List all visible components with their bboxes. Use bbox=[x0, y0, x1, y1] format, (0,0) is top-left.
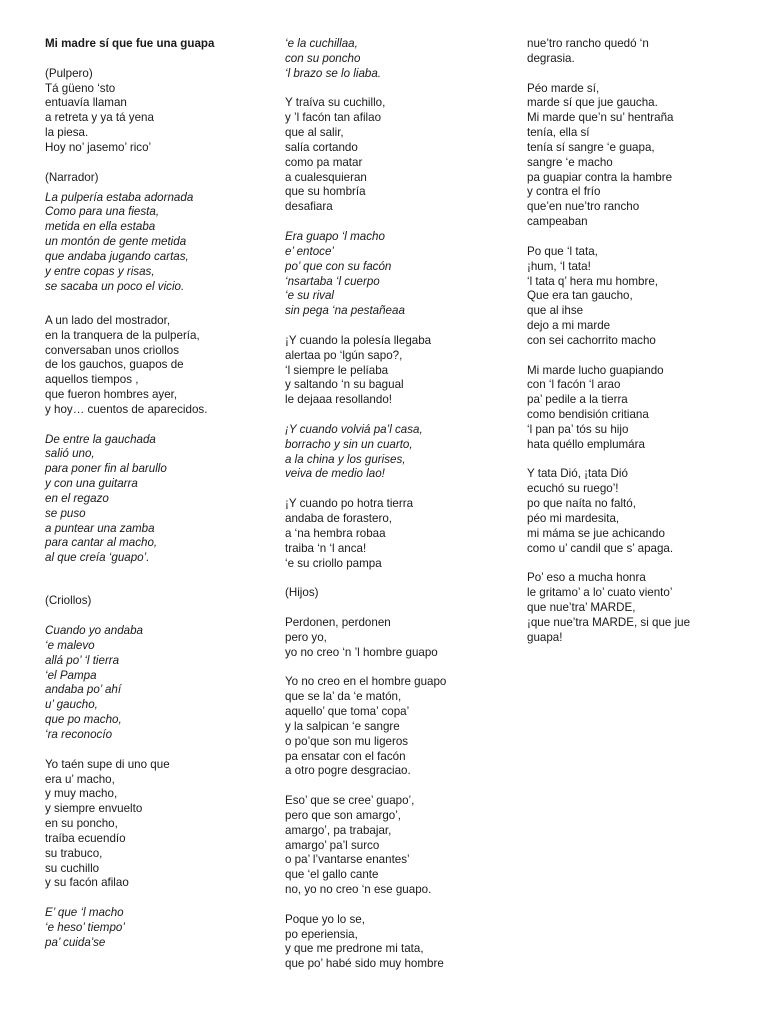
verse-line: a ‘na hembra robaa bbox=[285, 526, 386, 540]
verse-line: o pa’ l’vantarse enantes’ bbox=[285, 853, 410, 867]
verse-line: ‘nsartaba ‘l cuerpo bbox=[285, 274, 380, 288]
verse-line: pa’ cuida’se bbox=[45, 935, 106, 949]
verse-line: que po macho, bbox=[45, 713, 122, 727]
verse-line: pa guapiar contra la hambre bbox=[527, 170, 673, 184]
verse-line: en el regazo bbox=[45, 491, 109, 505]
verse-line: Po que ‘l tata, bbox=[527, 244, 598, 258]
verse-line: que su hombría bbox=[285, 185, 366, 199]
verse-line: que nue’tra’ MARDE, bbox=[527, 601, 636, 615]
verse-line: u’ gaucho, bbox=[45, 698, 98, 712]
verse-line: entuavía llaman bbox=[45, 96, 127, 110]
verse-line: pero que son amargo’, bbox=[285, 808, 402, 822]
verse-line: pa ensatar con el facón bbox=[285, 749, 406, 763]
verse-line: pero yo, bbox=[285, 630, 327, 644]
verse-line: ‘l siempre le pelíaba bbox=[285, 363, 389, 377]
verse-line: y entre copas y risas, bbox=[45, 264, 155, 278]
verse-line: ‘l tata q’ hera mu hombre, bbox=[527, 274, 659, 288]
verse-line: La pulpería estaba adornada bbox=[45, 190, 194, 204]
verse-line: amargo’ pa’l surco bbox=[285, 838, 380, 852]
verse-line: Mi marde lucho guapiando bbox=[527, 363, 664, 377]
stanza bbox=[527, 467, 757, 556]
column-1-body bbox=[45, 67, 273, 951]
verse-line: allá po’ ‘l tierra bbox=[45, 653, 120, 667]
verse-line: Péo marde sí, bbox=[527, 81, 600, 95]
verse-line: ¡Y cuando la polesía llegaba bbox=[285, 333, 432, 347]
verse-line: Cuando yo andaba bbox=[45, 624, 143, 638]
verse-line: ‘e su rival bbox=[285, 289, 334, 303]
verse-line: traiba ‘n ‘l anca! bbox=[285, 541, 367, 555]
column-1 bbox=[45, 37, 273, 951]
verse-line: Tá güeno ‘sto bbox=[45, 81, 116, 95]
verse-line: como pa matar bbox=[285, 155, 363, 169]
verse-line: para cantar al macho, bbox=[45, 536, 158, 550]
stanza bbox=[285, 96, 510, 215]
verse-line: ecuchó su ruego’! bbox=[527, 482, 619, 496]
verse-line: Eso’ que se cree’ guapo’, bbox=[285, 794, 415, 808]
verse-line: en la tranquera de la pulpería, bbox=[45, 328, 200, 342]
verse-line: borracho y sin un cuarto, bbox=[285, 437, 413, 451]
stanza bbox=[285, 497, 510, 571]
verse-line: ‘el Pampa bbox=[45, 668, 97, 682]
verse-line: Perdonen, perdonen bbox=[285, 615, 391, 629]
verse-line: que al salir, bbox=[285, 126, 344, 140]
verse-line: (Narrador) bbox=[45, 170, 99, 184]
verse-line: Hoy no’ jasemo’ rico’ bbox=[45, 140, 152, 154]
verse-line: alertaa po ‘lgún sapo?, bbox=[285, 348, 403, 362]
verse-line: que se la’ da ‘e matón, bbox=[285, 690, 402, 704]
verse-line: y hoy… cuentos de aparecidos. bbox=[45, 402, 208, 416]
verse-line: tenía, ella sí bbox=[527, 126, 590, 140]
verse-line: mi máma se jue achicando bbox=[527, 526, 665, 540]
verse-line: ¡que nue’tra MARDE, si que jue bbox=[527, 615, 691, 629]
verse-line: sin pega ‘na pestañeaa bbox=[285, 304, 405, 318]
stanza bbox=[527, 245, 757, 349]
stanza bbox=[285, 913, 510, 972]
verse-line: andaba po’ ahí bbox=[45, 683, 122, 697]
verse-line: y la salpican ‘e sangre bbox=[285, 719, 400, 733]
verse-line: hata quéllo emplumára bbox=[527, 437, 645, 451]
verse-line: po que naíta no faltó, bbox=[527, 497, 636, 511]
stanza bbox=[527, 364, 757, 453]
column-2 bbox=[285, 37, 510, 972]
verse-line: en su poncho, bbox=[45, 817, 118, 831]
column-2-body bbox=[285, 37, 510, 972]
verse-line: nue’tro rancho quedó ‘n bbox=[527, 37, 649, 50]
verse-line: que al ihse bbox=[527, 304, 584, 318]
verse-line: a otro pogre desgraciao. bbox=[285, 764, 411, 778]
verse-line: pa’ pedile a la tierra bbox=[527, 393, 628, 407]
stanza bbox=[285, 423, 510, 482]
verse-line: Era guapo ‘l macho bbox=[285, 229, 385, 243]
verse-line: Mi marde que’n su’ hentraña bbox=[527, 111, 674, 125]
poem-title: Mi madre sí que fue una guapa bbox=[45, 37, 215, 50]
verse-line: sangre ‘e macho bbox=[527, 155, 613, 169]
verse-line: ‘e su criollo pampa bbox=[285, 556, 382, 570]
verse-line: ¡Y cuando volviá pa’l casa, bbox=[285, 422, 423, 436]
verse-line: y que me predrone mi tata, bbox=[285, 942, 424, 956]
verse-line: con su poncho bbox=[285, 51, 361, 65]
verse-line: Po’ eso a mucha honra bbox=[527, 571, 646, 585]
verse-line: e’ entoce’ bbox=[285, 244, 334, 258]
stanza bbox=[45, 67, 273, 156]
verse-line: con sei cachorrito macho bbox=[527, 333, 656, 347]
verse-line: como bendisión critiana bbox=[527, 408, 649, 422]
verse-line: Yo no creo en el hombre guapo bbox=[285, 675, 447, 689]
stanza bbox=[45, 433, 273, 567]
verse-line: a la china y los gurises, bbox=[285, 452, 406, 466]
stanza bbox=[285, 37, 510, 82]
verse-line: y ’l facón tan afilao bbox=[285, 111, 382, 125]
verse-line: y siempre envuelto bbox=[45, 802, 143, 816]
stanza bbox=[527, 82, 757, 230]
verse-line: po eperiensia, bbox=[285, 927, 358, 941]
verse-line: veiva de medio lao! bbox=[285, 467, 385, 481]
verse-line: se sacaba un poco el vicio. bbox=[45, 279, 185, 293]
verse-line: o po’que son mu ligeros bbox=[285, 734, 409, 748]
verse-line: y muy macho, bbox=[45, 787, 118, 801]
verse-line: que andaba jugando cartas, bbox=[45, 250, 189, 263]
verse-line: le gritamo’ a lo’ cuato viento’ bbox=[527, 586, 673, 600]
verse-line: yo no creo ‘n ’l hombre guapo bbox=[285, 645, 438, 659]
verse-line: ‘l brazo se lo liaba. bbox=[285, 66, 382, 80]
verse-line: ¡Y cuando po hotra tierra bbox=[285, 497, 414, 511]
verse-line: (Pulpero) bbox=[45, 66, 93, 80]
stanza bbox=[45, 314, 273, 418]
verse-line: Poque yo lo se, bbox=[285, 912, 365, 926]
verse-line: a puntear una zamba bbox=[45, 521, 155, 535]
verse-line: su cuchillo bbox=[45, 861, 100, 875]
stanza bbox=[527, 37, 757, 67]
verse-line: de los gauchos, guapos de bbox=[45, 358, 184, 372]
verse-line: un montón de gente metida bbox=[45, 235, 187, 249]
verse-line: dejo a mi marde bbox=[527, 319, 611, 333]
verse-line: De entre la gauchada bbox=[45, 432, 156, 446]
verse-line: (Hijos) bbox=[285, 586, 319, 600]
verse-line: que fueron hombres ayer, bbox=[45, 388, 178, 402]
verse-line: a retreta y ya tá yena bbox=[45, 111, 154, 125]
verse-line: Y traíva su cuchillo, bbox=[285, 96, 386, 110]
verse-line: tenía sí sangre ‘e guapa, bbox=[527, 140, 655, 154]
verse-line: guapa! bbox=[527, 630, 563, 644]
verse-line: su trabuco, bbox=[45, 846, 103, 860]
verse-line: E’ que ‘l macho bbox=[45, 906, 124, 920]
verse-line: po’ que con su facón bbox=[285, 259, 392, 273]
verse-line: péo mi mardesita, bbox=[527, 512, 620, 525]
verse-line: que ‘el gallo cante bbox=[285, 868, 379, 882]
verse-line: al que creía ‘guapo’. bbox=[45, 551, 150, 565]
verse-line: Que era tan gaucho, bbox=[527, 289, 633, 303]
verse-line: ‘l pan pa’ tós su hijo bbox=[527, 422, 629, 436]
stanza bbox=[45, 906, 273, 951]
verse-line: traíba ecuendío bbox=[45, 831, 126, 845]
verse-line: no, yo no creo ‘n ese guapo. bbox=[285, 883, 432, 897]
verse-line: y contra el frío bbox=[527, 185, 601, 199]
verse-line: ‘ra reconocío bbox=[45, 727, 113, 741]
verse-line: y con una guitarra bbox=[45, 477, 138, 491]
verse-line: ‘e la cuchillaa, bbox=[285, 37, 358, 50]
column-3-body bbox=[527, 37, 757, 646]
stanza bbox=[45, 191, 273, 295]
stanza bbox=[45, 758, 273, 892]
verse-line: marde sí que jue gaucha. bbox=[527, 96, 658, 110]
verse-line: se puso bbox=[45, 506, 86, 520]
verse-line: A un lado del mostrador, bbox=[45, 313, 171, 327]
stanza bbox=[285, 794, 510, 898]
verse-line: salió uno, bbox=[45, 447, 95, 461]
column-3 bbox=[527, 37, 757, 646]
stanza bbox=[285, 616, 510, 661]
stanza bbox=[285, 675, 510, 779]
verse-line: que po’ habé sido muy hombre bbox=[285, 957, 444, 971]
verse-line: Y tata Dió, ¡tata Dió bbox=[527, 467, 628, 481]
verse-line: ‘e malevo bbox=[45, 638, 95, 652]
verse-line: conversaban unos criollos bbox=[45, 343, 180, 357]
verse-line: aquello’ que toma’ copa’ bbox=[285, 704, 410, 718]
verse-line: y saltando ‘n su bagual bbox=[285, 378, 404, 392]
verse-line: ¡hum, ‘l tata! bbox=[527, 259, 591, 273]
verse-line: metida en ella estaba bbox=[45, 220, 156, 234]
verse-line: salía cortando bbox=[285, 140, 358, 154]
verse-line: ‘e heso’ tiempo’ bbox=[45, 920, 125, 934]
verse-line: degrasia. bbox=[527, 51, 575, 65]
verse-line: la piesa. bbox=[45, 126, 89, 140]
verse-line: (Criollos) bbox=[45, 594, 92, 608]
stanza bbox=[285, 334, 510, 408]
stanza bbox=[527, 571, 757, 645]
verse-line: campeaban bbox=[527, 215, 588, 229]
verse-line: que’en nue’tro rancho bbox=[527, 200, 640, 214]
verse-line: a cualesquieran bbox=[285, 170, 367, 184]
stanza bbox=[45, 594, 273, 609]
stanza bbox=[45, 171, 273, 186]
stanza bbox=[285, 586, 510, 601]
verse-line: era u’ macho, bbox=[45, 772, 115, 786]
stanza bbox=[285, 230, 510, 319]
verse-line: andaba de forastero, bbox=[285, 512, 392, 525]
stanza bbox=[45, 624, 273, 743]
verse-line: desafiara bbox=[285, 200, 333, 214]
verse-line: con ‘l facón ‘l arao bbox=[527, 378, 621, 392]
verse-line: amargo’, pa trabajar, bbox=[285, 823, 392, 837]
verse-line: para poner fin al barullo bbox=[45, 462, 167, 476]
verse-line: Como para una fiesta, bbox=[45, 205, 160, 219]
verse-line: aquellos tiempos , bbox=[45, 373, 139, 387]
verse-line: Yo taén supe di uno que bbox=[45, 757, 170, 771]
verse-line: le dejaaa resollando! bbox=[285, 393, 392, 407]
verse-line: y su facón afilao bbox=[45, 876, 129, 890]
verse-line: como u’ candil que s’ apaga. bbox=[527, 541, 674, 555]
